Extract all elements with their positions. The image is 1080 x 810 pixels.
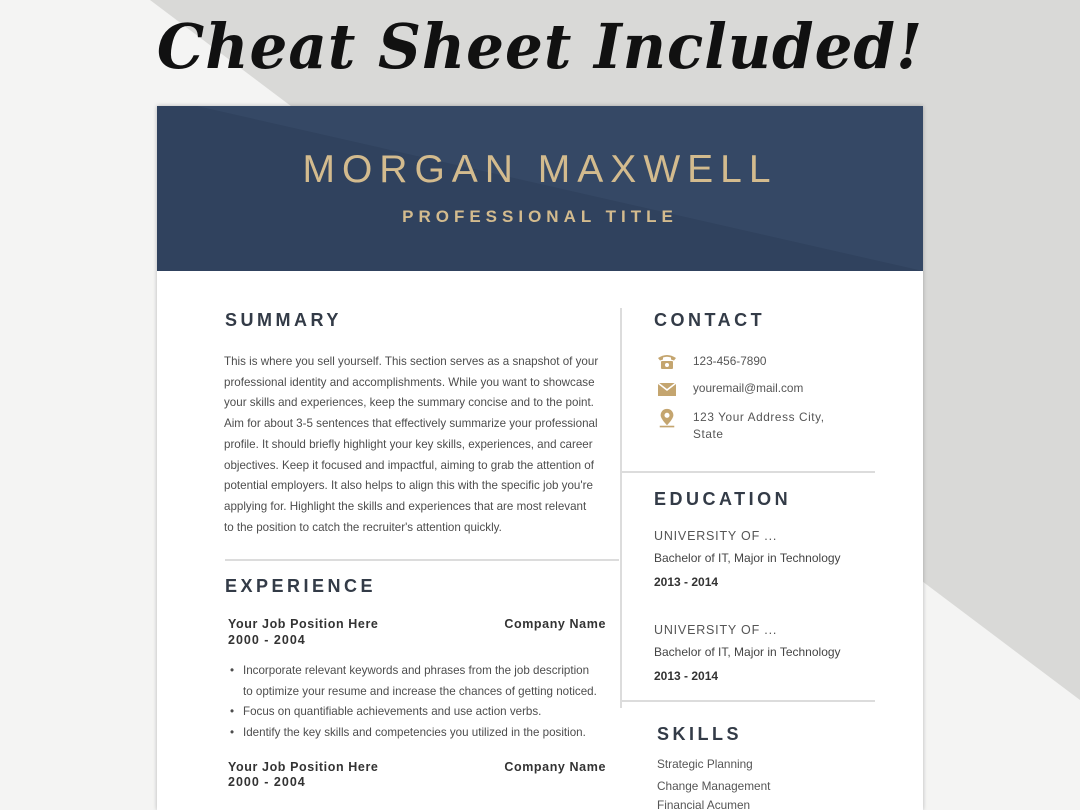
summary-line: potential employers. It also helps to align this with the specific job you're	[224, 479, 593, 493]
company-name: Company Name	[504, 617, 606, 631]
education-years: 2013 - 2014	[654, 669, 719, 683]
resume-document	[157, 106, 923, 810]
address-line: 123 Your Address City,	[693, 410, 825, 424]
contact-email: youremail@mail.com	[693, 381, 804, 395]
experience-heading: EXPERIENCE	[225, 576, 377, 596]
banner-heading: Cheat Sheet Included!	[156, 10, 924, 83]
contact-address	[693, 409, 843, 442]
contact-heading: CONTACT	[654, 310, 766, 330]
summary-line: applying for. Highlight the skills and experiences that are most relevant	[224, 499, 587, 513]
education-years: 2013 - 2014	[654, 575, 719, 589]
email-icon	[656, 379, 678, 399]
summary-line: to the position to catch the recruiter's attention quickly.	[224, 520, 502, 534]
contact-phone: 123-456-7890	[693, 354, 767, 368]
location-icon	[656, 408, 678, 428]
job-bullet: • Incorporate relevant keywords and phrases from the job description to optimize your resume and increase the chances of getting noticed.	[243, 661, 628, 702]
contact-divider	[622, 471, 875, 473]
skill-item: Strategic Planning	[657, 757, 753, 771]
professional-title: PROFESSIONAL TITLE	[402, 207, 678, 226]
summary-line: profile. It should briefly highlight your key skills, experiences, and career	[224, 437, 593, 451]
summary-line: objectives. Keep it focused and impactful, aiming to grab the attention of	[224, 458, 594, 472]
job-bullet: • Focus on quantifiable achievements and use action verbs.	[243, 702, 628, 723]
candidate-name: MORGAN MAXWELL	[302, 148, 778, 191]
address-line: State	[693, 426, 724, 441]
summary-line: This is where you sell yourself. This section serves as a snapshot of your	[224, 355, 599, 368]
education-divider	[622, 700, 875, 702]
summary-line: your skills and experiences, keep the summary concise and to the point.	[224, 396, 594, 410]
job-bullet-list	[227, 661, 628, 744]
education-university: UNIVERSITY OF ...	[654, 623, 778, 637]
education-university: UNIVERSITY OF ...	[654, 529, 778, 543]
job-years: 2000 - 2004	[228, 633, 306, 647]
summary-line: professional identity and accomplishments. While you want to showcase	[224, 375, 595, 389]
skills-heading: SKILLS	[657, 724, 743, 744]
resume-header	[157, 106, 923, 271]
skill-item: Financial Acumen	[657, 798, 751, 810]
education-degree: Bachelor of IT, Major in Technology	[654, 551, 841, 565]
phone-icon	[656, 351, 678, 371]
column-divider	[620, 308, 622, 708]
education-degree: Bachelor of IT, Major in Technology	[654, 645, 841, 659]
summary-heading: SUMMARY	[225, 310, 342, 330]
job-bullet: • Identify the key skills and competencies you utilized in the position.	[243, 723, 628, 744]
company-name: Company Name	[504, 760, 606, 774]
summary-text	[224, 352, 610, 538]
job-position: Your Job Position Here	[228, 617, 379, 631]
summary-line: Aim for about 3-5 sentences that effectively summarize your professional	[224, 417, 598, 431]
skill-item: Change Management	[657, 779, 771, 793]
summary-divider	[225, 559, 619, 561]
job-years: 2000 - 2004	[228, 775, 306, 789]
job-position: Your Job Position Here	[228, 760, 379, 774]
education-heading: EDUCATION	[654, 489, 792, 509]
